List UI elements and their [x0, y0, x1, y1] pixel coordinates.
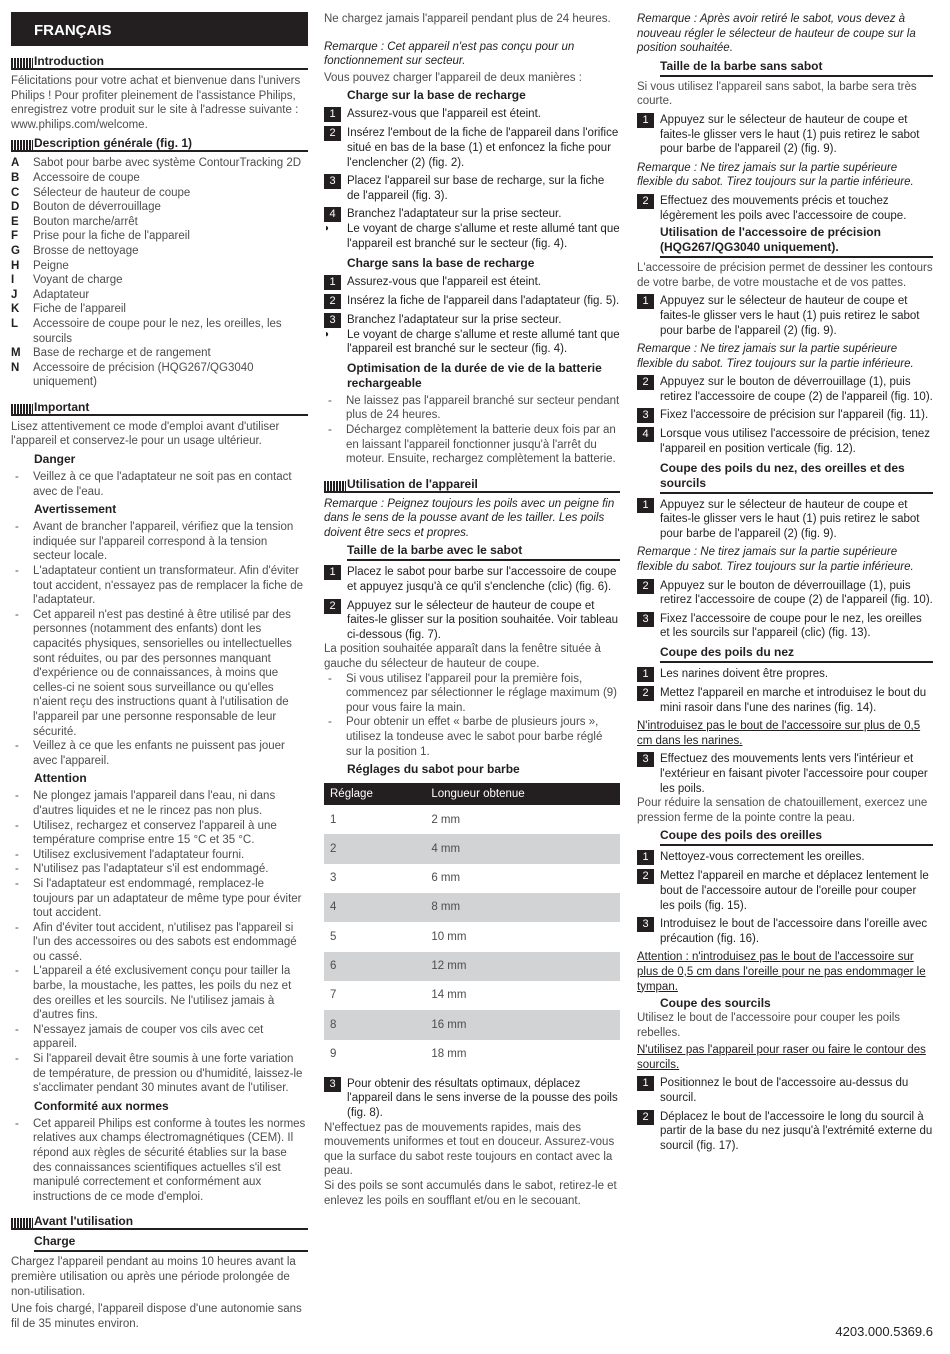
subheading-danger: Danger [34, 452, 76, 467]
table-row: 3 6 mm [330, 872, 461, 885]
step-item: 2 Appuyez sur le bouton de déverrouillage (1), puis retirez l'accessoire de coupe (2) de l'appareil (fig. 10). [637, 579, 933, 608]
warning-text: N'introduisez pas le bout de l'accessoire sur plus de 0,5 cm dans les narines. [637, 720, 921, 747]
table-header-row: Réglage Longueur obtenue [324, 783, 620, 805]
step-item: 2 Insérez l'embout de la fiche de l'appareil dans l'orifice situé en bas de la base (1) et enfoncez la fiche pour l'enclencher (2) (fig. 2). [324, 126, 620, 170]
note: Remarque : Ne tirez jamais sur la partie supérieure flexible du sabot. Tirez toujours sur la partie inférieure. [637, 546, 914, 574]
step-item: 1 Appuyez sur le sélecteur de hauteur de coupe et faites-le glisser vers le haut (1) puis retirez le sabot pour barbe de l'appareil (2) (fig. 9). [637, 113, 933, 157]
intro-text: Félicitations pour votre achat et bienvenue dans l'univers Philips ! Pour profiter pleinement de l'assistance Philips, enregistrez votre produit sur le site à l'adresse suivante : www.philips.com/welcome. [11, 75, 301, 131]
paragraph: Vous pouvez charger l'appareil de deux manières : [324, 71, 582, 84]
step-item: 2 Appuyez sur le bouton de déverrouillage (1), puis retirez l'accessoire de coupe (2) de l'appareil (fig. 10). [637, 375, 933, 404]
bullet-item: - Ne laissez pas l'appareil branché sur secteur pendant plus de 24 heures. [328, 394, 620, 422]
step-item: 3 Pour obtenir des résultats optimaux, déplacez l'appareil dans le sens inverse de la pousse des poils (fig. 8). [324, 1077, 620, 1121]
bullet-item: - Pour obtenir un effet « barbe de plusieurs jours », utilisez la tondeuse avec le sabot pour barbe réglé sur la position 1. [328, 716, 603, 758]
step-item: 1 Les narines doivent être propres. [637, 667, 933, 682]
parts-list-item: D Bouton de déverrouillage [11, 201, 161, 214]
paragraph: Utilisez le bout de l'accessoire pour couper les poils rebelles. [637, 1012, 900, 1039]
bullet-item: - Cet appareil Philips est conforme à toutes les normes relatives aux champs électromagnétiques (CEM). Il répond aux règles de sécurité établies sur la base des connaissances scientifiques actuelles s'il est manipulé correctement et conformément aux instructions de ce mode d'emploi. [15, 1117, 306, 1203]
parts-list-item: M Base de recharge et de rangement [11, 347, 211, 360]
step-item: 2 Mettez l'appareil en marche et introduisez le bout du mini rasoir dans l'une des narines (fig. 14). [637, 686, 933, 715]
table-row: 5 10 mm [330, 930, 467, 943]
parts-list-item: I Voyant de charge [11, 274, 123, 287]
step-item: 3 Branchez l'adaptateur sur la prise secteur. [324, 313, 620, 328]
section-heading-description: Description générale (fig. 1) [11, 136, 308, 152]
step-item: 1 Placez le sabot pour barbe sur l'accessoire de coupe et appuyez jusqu'à ce qu'il s'enclenche (clic) (fig. 6). [324, 565, 620, 594]
subheading-taille-avec-sabot: Taille de la barbe avec le sabot [347, 543, 620, 561]
bullet-item: - Utilisez, rechargez et conservez l'appareil à une température comprise entre 15 °C et 35 °C. [15, 819, 277, 847]
triangle-icon: ◗ [324, 223, 331, 235]
note: Remarque : Cet appareil n'est pas conçu pour un fonctionnement sur secteur. [324, 40, 575, 68]
result-item: ◗ Le voyant de charge s'allume et reste allumé tant que l'appareil est branché sur le secteur (fig. 4). [324, 223, 620, 250]
subheading-charge-sans-base: Charge sans la base de recharge [347, 255, 535, 270]
step-item: 1 Appuyez sur le sélecteur de hauteur de coupe et faites-le glisser vers le haut (1) puis retirez le sabot pour barbe de l'appareil (2) (fig. 9). [637, 498, 933, 542]
paragraph: La position souhaitée apparaît dans la fenêtre située à gauche du sélecteur de hauteur de coupe. [324, 643, 601, 671]
result-item: ◗ Le voyant de charge s'allume et reste allumé tant que l'appareil est branché sur le secteur (fig. 4). [324, 328, 620, 356]
step-item: 3 Effectuez des mouvements lents vers l'intérieur et l'extérieur en faisant pivoter l'accessoire pour couper les poils. [637, 752, 933, 796]
subheading-sans-sabot: Taille de la barbe sans sabot [660, 59, 933, 77]
table-row: 1 2 mm [330, 813, 461, 826]
bullet-item: - L'appareil a été exclusivement conçu pour tailler la barbe, la moustache, les pattes, les poils du nez et des oreilles et les sourcils. Ne l'utilisez jamais à d'autres fins. [15, 965, 292, 1022]
bullet-item: - N'utilisez pas l'adaptateur s'il est endommagé. [15, 863, 269, 876]
table-row: 7 14 mm [330, 989, 467, 1002]
paragraph: L'accessoire de précision permet de dessiner les contours de votre barbe, de votre moustache et de vos pattes. [637, 262, 933, 289]
subheading-charge: Charge [34, 1234, 308, 1252]
parts-list-item: F Prise pour la fiche de l'appareil [11, 230, 190, 243]
warning-text: N'utilisez pas l'appareil pour raser ou faire le contour des sourcils. [637, 1044, 926, 1071]
subheading-conformite: Conformité aux normes [34, 1098, 169, 1113]
triangle-icon: ◗ [324, 328, 331, 340]
parts-list-item: H Peigne [11, 259, 69, 272]
parts-list-item: K Fiche de l'appareil [11, 303, 126, 316]
step-item: 1 Positionnez le bout de l'accessoire au-dessus du sourcil. [637, 1076, 933, 1105]
bullet-item: - N'essayez jamais de couper vos cils avec cet appareil. [15, 1023, 264, 1051]
note: Remarque : Après avoir retiré le sabot, vous devez à nouveau régler le sélecteur de hauteur de coupe sur la position souhaitée. [637, 13, 916, 55]
parts-list-item: A Sabot pour barbe avec système ContourTracking 2D [11, 157, 302, 170]
paragraph: Si vous utilisez l'appareil sans sabot, la barbe sera très courte. [637, 80, 917, 108]
section-heading-avant-utilisation: Avant l'utilisation [11, 1214, 308, 1230]
subheading-nez-oreilles-sourcils: Coupe des poils du nez, des oreilles et des sourcils [660, 461, 933, 494]
settings-table [324, 783, 620, 1069]
step-item: 2 Déplacez le bout de l'accessoire le long du sourcil à partir de la base du nez jusqu'à l'extrémité externe du sourcil (fig. 17). [637, 1110, 933, 1154]
subheading-nez: Coupe des poils du nez [660, 645, 933, 663]
column-2 [324, 12, 620, 1211]
subheading-avertissement: Avertissement [34, 502, 117, 517]
parts-list [11, 156, 308, 390]
bullet-item: - Si l'adaptateur est endommagé, remplacez-le toujours par un adaptateur de même type pour éviter tout accident. [15, 877, 302, 920]
step-item: 1 Nettoyez-vous correctement les oreilles. [637, 850, 933, 865]
column-3 [637, 12, 933, 1157]
bullet-item: - Avant de brancher l'appareil, vérifiez que la tension indiquée sur l'appareil correspond à la tension secteur locale. [15, 521, 294, 563]
bullet-item: - Déchargez complètement la batterie deux fois par an en laissant l'appareil fonctionner jusqu'à l'arrêt du moteur. Ensuite, rechargez complètement la batterie. [328, 423, 616, 466]
step-item: 3 Fixez l'accessoire de précision sur l'appareil (fig. 11). [637, 408, 933, 423]
subheading-oreilles: Coupe des poils des oreilles [660, 828, 933, 846]
subheading-sourcils: Coupe des sourcils [660, 996, 771, 1011]
column-1 [11, 12, 308, 1334]
section-heading-utilisation: Utilisation de l'appareil [324, 477, 620, 493]
parts-list-item: E Bouton marche/arrêt [11, 215, 138, 228]
charge-text: Une fois chargé, l'appareil dispose d'une autonomie sans fil de 35 minutes environ. [11, 1303, 302, 1330]
language-title: FRANÇAIS [11, 12, 308, 46]
parts-list-item: B Accessoire de coupe [11, 171, 140, 184]
step-item: 2 Appuyez sur le sélecteur de hauteur de coupe et faites-le glisser sur la position souhaitée. Voir tableau ci-dessous (fig. 7). [324, 599, 620, 643]
table-row: 4 8 mm [324, 893, 620, 922]
table-row: 2 4 mm [324, 834, 620, 863]
section-heading-important: Important [11, 400, 308, 416]
table-row: 6 12 mm [324, 952, 620, 981]
parts-list-item: G Brosse de nettoyage [11, 244, 139, 257]
document-code: 4203.000.5369.6 [835, 1324, 933, 1339]
table-row: 8 16 mm [324, 1010, 620, 1039]
paragraph: Pour réduire la sensation de chatouillement, exercez une pression ferme de la pointe contre la peau. [637, 797, 928, 824]
paragraph: N'effectuez pas de mouvements rapides, mais des mouvements uniformes et tout en douceur. Assurez-vous que la surface du sabot reste toujours en contact avec la peau. [324, 1121, 615, 1178]
note: Remarque : Ne tirez jamais sur la partie supérieure flexible du sabot. Tirez toujours sur la partie inférieure. [637, 161, 914, 189]
bullet-item: - Veillez à ce que les enfants ne puissent pas jouer avec l'appareil. [15, 740, 285, 767]
bullet-item: - Cet appareil n'est pas destiné à être utilisé par des personnes (notamment des enfants) dont les capacités physiques, sensorielles ou intellectuelles sont réduites, ou par des personnes manquant d'expérience ou de connaissances, à moins que celles-ci ne soient sous surveillance ou qu'elles n'aient reçu des instructions quant à l'utilisation de l'appareil par une personne responsable de leur sécurité. [15, 608, 292, 738]
note: Remarque : Ne tirez jamais sur la partie supérieure flexible du sabot. Tirez toujours sur la partie inférieure. [637, 343, 914, 370]
subheading-precision: Utilisation de l'accessoire de précision (HQG267/QG3040 uniquement). [660, 225, 933, 258]
note: Remarque : Peignez toujours les poils avec un peigne fin dans le sens de la pousse avant de les tailler. Les poils doivent être secs et propres. [324, 497, 615, 539]
parts-list-item: C Sélecteur de hauteur de coupe [11, 186, 191, 199]
step-item: 2 Mettez l'appareil en marche et déplacez lentement le bout de l'accessoire autour de l'oreille pour couper les poils (fig. 15). [637, 869, 933, 913]
warning-text: Attention : n'introduisez pas le bout de l'accessoire sur plus de 0,5 cm dans l'oreille pour ne pas endommager le tympan. [637, 951, 926, 993]
bullet-item: - Afin d'éviter tout accident, n'utilisez pas l'appareil si l'un des accessoires ou des sabots est endommagé ou cassé. [15, 921, 297, 963]
important-text: Lisez attentivement ce mode d'emploi avant d'utiliser l'appareil et conservez-le pour un usage ultérieur. [11, 420, 280, 448]
bullet-item: - Ne plongez jamais l'appareil dans l'eau, ni dans d'autres liquides et ne le rincez pas non plus. [15, 790, 276, 817]
subheading-reglages: Réglages du sabot pour barbe [347, 762, 520, 777]
bullet-item: - Veillez à ce que l'adaptateur ne soit pas en contact avec de l'eau. [15, 471, 292, 498]
step-item: 3 Introduisez le bout de l'accessoire dans l'oreille avec précaution (fig. 16). [637, 917, 933, 946]
parts-list-item: L Accessoire de coupe pour le nez, les oreilles, les sourcils [11, 317, 282, 345]
step-item: 3 Placez l'appareil sur base de recharge, sur la fiche de l'appareil (fig. 3). [324, 174, 620, 203]
subheading-charge-base: Charge sur la base de recharge [347, 88, 526, 103]
step-item: 2 Effectuez des mouvements précis et touchez légèrement les poils avec l'accessoire de coupe. [637, 194, 933, 223]
bullet-item: - Si l'appareil devait être soumis à une forte variation de température, de pression ou d'humidité, laissez-le s'acclimater pendant 30 minutes avant de l'utiliser. [15, 1053, 303, 1095]
step-item: 1 Appuyez sur le sélecteur de hauteur de coupe et faites-le glisser vers le haut (1) puis retirez le sabot pour barbe de l'appareil (2) (fig. 9). [637, 294, 933, 338]
parts-list-item: J Adaptateur [11, 288, 90, 301]
section-heading-introduction: Introduction [11, 54, 308, 70]
step-item: 1 Assurez-vous que l'appareil est éteint. [324, 275, 620, 290]
step-item: 3 Fixez l'accessoire de coupe pour le nez, les oreilles et les sourcils sur l'appareil (clic) (fig. 13). [637, 612, 933, 641]
bullet-item: - L'adaptateur contient un transformateur. Afin d'éviter tout accident, n'essayez pas de remplacer la fiche de l'adaptateur. [15, 565, 304, 607]
step-item: 4 Branchez l'adaptateur sur la prise secteur. [324, 207, 620, 222]
step-item: 4 Lorsque vous utilisez l'accessoire de précision, tenez l'appareil en position verticale (fig. 12). [637, 427, 933, 456]
bullet-item: - Si vous utilisez l'appareil pour la première fois, commencez par sélectionner le réglage maximum (9) pour vous faire la main. [328, 672, 617, 714]
subheading-optimisation: Optimisation de la durée de vie de la batterie rechargeable [347, 360, 602, 390]
step-item: 2 Insérez la fiche de l'appareil dans l'adaptateur (fig. 5). [324, 294, 620, 309]
step-item: 1 Assurez-vous que l'appareil est éteint. [324, 107, 620, 122]
parts-list-item: N Accessoire de précision (HQG267/QG3040 uniquement) [11, 361, 254, 389]
subheading-attention: Attention [34, 771, 87, 786]
paragraph: Ne chargez jamais l'appareil pendant plus de 24 heures. [324, 13, 611, 25]
bullet-item: - Utilisez exclusivement l'adaptateur fourni. [15, 848, 245, 861]
table-row: 9 18 mm [330, 1047, 467, 1060]
charge-text: Chargez l'appareil pendant au moins 10 heures avant la première utilisation ou après une période prolongée de non-utilisation. [11, 1256, 296, 1298]
paragraph: Si des poils se sont accumulés dans le sabot, retirez-le et enlevez les poils en soufflant et/ou en le secouant. [324, 1180, 617, 1207]
